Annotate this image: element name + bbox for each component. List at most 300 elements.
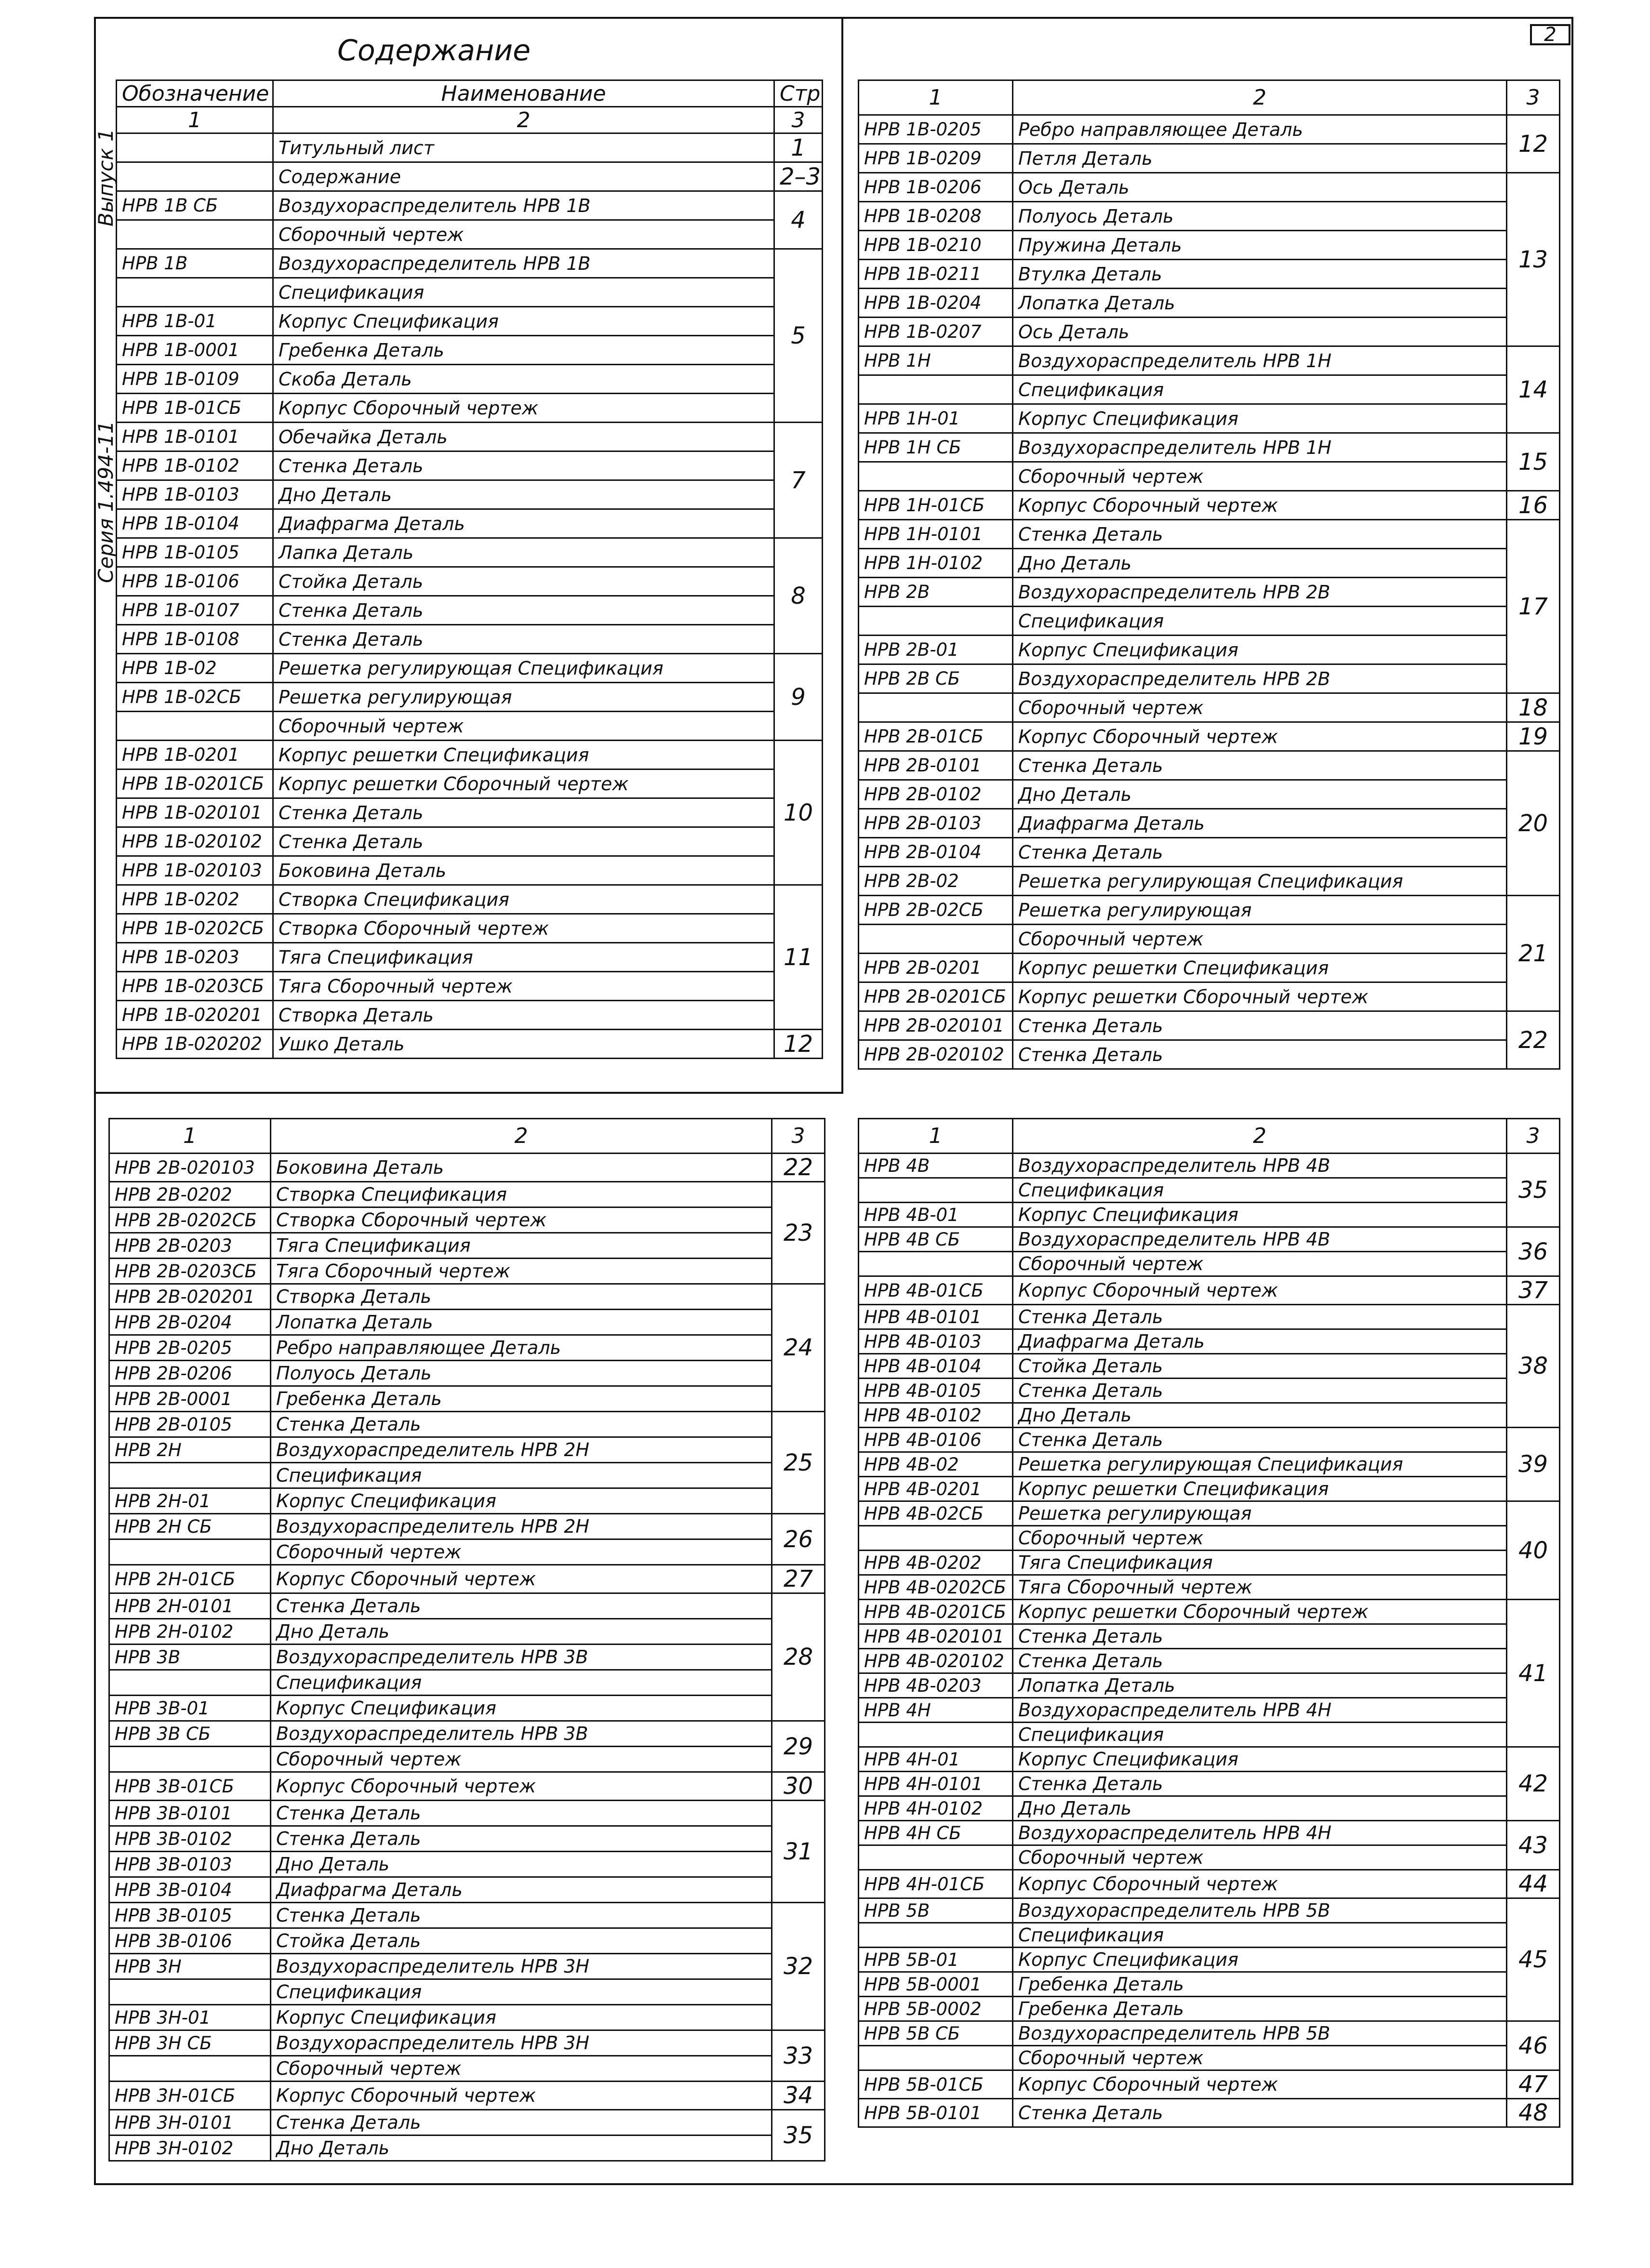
- page-cell: 46: [1507, 2021, 1560, 2070]
- designation-cell: НРВ 2В-0202: [109, 1182, 271, 1207]
- designation-cell: НРВ 4В-0105: [859, 1379, 1013, 1403]
- table-row: [109, 1928, 825, 1954]
- table-row: [109, 1593, 825, 1619]
- designation-cell: НРВ 1Н-01: [859, 404, 1013, 433]
- page-cell: 21: [1507, 896, 1560, 1011]
- table-row: [859, 1575, 1560, 1600]
- name-cell: Боковина Деталь: [273, 856, 774, 885]
- designation-cell: НРВ 2В-0202СБ: [109, 1207, 271, 1233]
- table-row: [859, 1227, 1560, 1252]
- name-cell: Лопатка Деталь: [1013, 1673, 1507, 1698]
- name-cell: Стенка Деталь: [273, 596, 774, 625]
- name-cell: Воздухораспределитель НРВ 1Н: [1013, 346, 1507, 375]
- page-cell: 39: [1507, 1428, 1560, 1501]
- designation-cell: НРВ 2В-01СБ: [859, 722, 1013, 751]
- table-row: [859, 1203, 1560, 1227]
- name-cell: Сборочный чертеж: [271, 1539, 772, 1565]
- page-cell: 22: [1507, 1011, 1560, 1069]
- designation-cell: НРВ 5В-01СБ: [859, 2070, 1013, 2099]
- name-cell: Лопатка Деталь: [271, 1310, 772, 1335]
- contents-table-top-right: [858, 80, 1560, 1070]
- name-cell: Сборочный чертеж: [273, 220, 774, 249]
- table-row: [109, 1284, 825, 1310]
- table-row: [117, 625, 823, 654]
- table-row: [109, 1386, 825, 1412]
- designation-cell: НРВ 2В-0206: [109, 1361, 271, 1386]
- name-cell: Створка Сборочный чертеж: [273, 914, 774, 943]
- designation-cell: НРВ 1В-0210: [859, 231, 1013, 260]
- designation-cell: НРВ 2В-0104: [859, 838, 1013, 867]
- designation-cell: НРВ 1В-0202: [117, 885, 273, 914]
- table-row: [109, 1463, 825, 1488]
- name-cell: Корпус Спецификация: [1013, 1948, 1507, 1972]
- table-row: [109, 1696, 825, 1721]
- name-cell: Сборочный чертеж: [1013, 1252, 1507, 1276]
- designation-cell: НРВ 3В-0105: [109, 1903, 271, 1928]
- table-row: [109, 1437, 825, 1463]
- name-cell: Решетка регулирующая Спецификация: [273, 654, 774, 683]
- table-row: [859, 954, 1560, 982]
- designation-cell: [859, 1178, 1013, 1203]
- table-row: [859, 1923, 1560, 1948]
- page-cell: 42: [1507, 1747, 1560, 1821]
- designation-cell: НРВ 2В СБ: [859, 664, 1013, 693]
- table-row: [859, 2070, 1560, 2099]
- designation-cell: НРВ 2В-0201: [859, 954, 1013, 982]
- name-cell: Корпус Спецификация: [271, 2005, 772, 2030]
- table-row: [117, 278, 823, 307]
- table-row: [859, 1796, 1560, 1821]
- designation-cell: [109, 2056, 271, 2082]
- name-cell: Ушко Деталь: [273, 1030, 774, 1059]
- name-cell: Сборочный чертеж: [1013, 462, 1507, 491]
- designation-cell: НРВ 3Н: [109, 1954, 271, 1979]
- table-row: [109, 1514, 825, 1539]
- table-row: [859, 231, 1560, 260]
- designation-cell: НРВ 2В-0204: [109, 1310, 271, 1335]
- table-row: [859, 346, 1560, 375]
- name-cell: Стенка Деталь: [1013, 838, 1507, 867]
- table-row: [117, 856, 823, 885]
- page-cell: 24: [772, 1284, 825, 1412]
- designation-cell: НРВ 4В-02СБ: [859, 1501, 1013, 1526]
- table-row: [859, 1698, 1560, 1723]
- name-cell: Воздухораспределитель НРВ 5В: [1013, 2021, 1507, 2046]
- table-row: [117, 133, 823, 162]
- name-cell: Сборочный чертеж: [1013, 1845, 1507, 1870]
- name-cell: Корпус Спецификация: [271, 1696, 772, 1721]
- page-cell: 43: [1507, 1821, 1560, 1870]
- table-row: [117, 191, 823, 220]
- name-cell: Корпус Спецификация: [1013, 1747, 1507, 1772]
- table-row: [859, 1452, 1560, 1477]
- designation-cell: НРВ 4Н-01СБ: [859, 1870, 1013, 1898]
- page-cell: 35: [1507, 1154, 1560, 1227]
- designation-cell: НРВ 2В-0001: [109, 1386, 271, 1412]
- page-cell: 35: [772, 2110, 825, 2161]
- table-row: [859, 780, 1560, 809]
- name-cell: Гребенка Деталь: [273, 336, 774, 365]
- name-cell: Сборочный чертеж: [273, 712, 774, 741]
- table-row: [859, 1305, 1560, 1329]
- designation-cell: НРВ 2В-020101: [859, 1011, 1013, 1040]
- page-cell: 4: [774, 191, 823, 249]
- designation-cell: НРВ 1В-0211: [859, 260, 1013, 289]
- table-row: [859, 1526, 1560, 1551]
- table-row: [859, 809, 1560, 838]
- name-cell: Дно Деталь: [1013, 780, 1507, 809]
- designation-cell: НРВ 2Н СБ: [109, 1514, 271, 1539]
- table-row: [117, 972, 823, 1001]
- table-row: [859, 173, 1560, 202]
- table-row: [859, 636, 1560, 664]
- designation-cell: НРВ 4Н-01: [859, 1747, 1013, 1772]
- table-row: [859, 722, 1560, 751]
- designation-cell: НРВ 1В-0203: [117, 943, 273, 972]
- name-cell: Корпус Сборочный чертеж: [1013, 2070, 1507, 2099]
- page-cell: 10: [774, 741, 823, 885]
- designation-cell: НРВ 4В-0101: [859, 1305, 1013, 1329]
- table-row: [859, 2099, 1560, 2127]
- table-row: [859, 1040, 1560, 1069]
- designation-cell: НРВ 1В-01: [117, 307, 273, 336]
- table-row: [117, 307, 823, 336]
- name-cell: Диафрагма Деталь: [1013, 1329, 1507, 1354]
- table-row: [109, 1645, 825, 1670]
- name-cell: Пружина Деталь: [1013, 231, 1507, 260]
- designation-cell: [109, 1539, 271, 1565]
- designation-cell: НРВ 1В-0103: [117, 480, 273, 509]
- designation-cell: НРВ 3В-0106: [109, 1928, 271, 1954]
- designation-cell: НРВ 4В-01СБ: [859, 1276, 1013, 1305]
- table-row: [859, 664, 1560, 693]
- table-row: [109, 2110, 825, 2135]
- table-row: [109, 1412, 825, 1437]
- name-cell: Ось Деталь: [1013, 318, 1507, 346]
- designation-cell: НРВ 3В-0104: [109, 1877, 271, 1903]
- page-cell: 14: [1507, 346, 1560, 433]
- page-cell: 45: [1507, 1898, 1560, 2021]
- table-row: [109, 1852, 825, 1877]
- table-row: [859, 1972, 1560, 1997]
- designation-cell: НРВ 1В-0105: [117, 538, 273, 567]
- name-cell: Сборочный чертеж: [1013, 925, 1507, 954]
- table-row: [117, 741, 823, 769]
- name-cell: Воздухораспределитель НРВ 2Н: [271, 1437, 772, 1463]
- table-row: [117, 1030, 823, 1059]
- table-row: [109, 1619, 825, 1645]
- page-cell: 2–3: [774, 162, 823, 191]
- table-row: [117, 798, 823, 827]
- designation-cell: НРВ 1В-0109: [117, 365, 273, 394]
- table-row: [859, 375, 1560, 404]
- table-row: [859, 982, 1560, 1011]
- page-cell: 28: [772, 1593, 825, 1721]
- designation-cell: НРВ 4В-0202СБ: [859, 1575, 1013, 1600]
- designation-cell: НРВ 3Н-0101: [109, 2110, 271, 2135]
- table-row: [859, 1428, 1560, 1452]
- name-cell: Корпус Сборочный чертеж: [1013, 491, 1507, 520]
- table-row: [859, 607, 1560, 636]
- name-cell: Створка Сборочный чертеж: [271, 1207, 772, 1233]
- page-cell: 33: [772, 2030, 825, 2082]
- designation-cell: [117, 162, 273, 191]
- designation-cell: НРВ 1В СБ: [117, 191, 273, 220]
- header-col-number: 2: [1013, 1119, 1507, 1154]
- table-row: [109, 2030, 825, 2056]
- designation-cell: НРВ 2В-02СБ: [859, 896, 1013, 925]
- page-cell: 16: [1507, 491, 1560, 520]
- page-cell: 32: [772, 1903, 825, 2030]
- name-cell: Петля Деталь: [1013, 144, 1507, 173]
- designation-cell: НРВ 4В-0104: [859, 1354, 1013, 1379]
- name-cell: Стенка Деталь: [271, 1593, 772, 1619]
- name-cell: Воздухораспределитель НРВ 4Н: [1013, 1821, 1507, 1845]
- designation-cell: [117, 220, 273, 249]
- header-col-number: 3: [1507, 1119, 1560, 1154]
- designation-cell: НРВ 1В-0102: [117, 451, 273, 480]
- header-col-number: 3: [772, 1119, 825, 1154]
- name-cell: Тяга Спецификация: [273, 943, 774, 972]
- page-cell: 20: [1507, 751, 1560, 896]
- table-row: [859, 1747, 1560, 1772]
- page-cell: 19: [1507, 722, 1560, 751]
- table-row: [859, 1276, 1560, 1305]
- name-cell: Корпус Сборочный чертеж: [271, 2082, 772, 2110]
- table-row: [109, 1826, 825, 1852]
- name-cell: Гребенка Деталь: [1013, 1972, 1507, 1997]
- page-cell: 8: [774, 538, 823, 654]
- name-cell: Корпус Сборочный чертеж: [1013, 1870, 1507, 1898]
- name-cell: Боковина Деталь: [271, 1154, 772, 1182]
- page-cell: 40: [1507, 1501, 1560, 1600]
- designation-cell: НРВ 2В-0101: [859, 751, 1013, 780]
- table-row: [859, 867, 1560, 896]
- name-cell: Стенка Деталь: [1013, 520, 1507, 549]
- page-cell: 26: [772, 1514, 825, 1565]
- table-row: [109, 1488, 825, 1514]
- name-cell: Воздухораспределитель НРВ 5В: [1013, 1898, 1507, 1923]
- table-row: [859, 1673, 1560, 1698]
- name-cell: Ребро направляющее Деталь: [1013, 115, 1507, 144]
- designation-cell: НРВ 4В-0102: [859, 1403, 1013, 1428]
- name-cell: Корпус Сборочный чертеж: [273, 394, 774, 423]
- header-col-number: 3: [774, 107, 823, 133]
- designation-cell: НРВ 1Н-0101: [859, 520, 1013, 549]
- table-row: [109, 2082, 825, 2110]
- header-name: Наименование: [273, 80, 774, 107]
- designation-cell: НРВ 3В-01СБ: [109, 1772, 271, 1801]
- designation-cell: НРВ 1В-0106: [117, 567, 273, 596]
- page-cell: 23: [772, 1182, 825, 1284]
- page-cell: 13: [1507, 173, 1560, 346]
- name-cell: Полуось Деталь: [1013, 202, 1507, 231]
- designation-cell: НРВ 2Н: [109, 1437, 271, 1463]
- table-row: [859, 1379, 1560, 1403]
- designation-cell: НРВ 1Н: [859, 346, 1013, 375]
- name-cell: Воздухораспределитель НРВ 4Н: [1013, 1698, 1507, 1723]
- page-cell: 11: [774, 885, 823, 1030]
- designation-cell: НРВ 4В-0203: [859, 1673, 1013, 1698]
- name-cell: Стенка Деталь: [1013, 1379, 1507, 1403]
- designation-cell: НРВ 2Н-01СБ: [109, 1565, 271, 1593]
- table-row: [859, 1898, 1560, 1923]
- designation-cell: НРВ 5В-0001: [859, 1972, 1013, 1997]
- table-row: [109, 1207, 825, 1233]
- table-row: [117, 1001, 823, 1030]
- name-cell: Решетка регулирующая: [1013, 1501, 1507, 1526]
- table-row: [117, 538, 823, 567]
- designation-cell: НРВ 5В-0002: [859, 1997, 1013, 2021]
- name-cell: Стенка Деталь: [273, 625, 774, 654]
- designation-cell: НРВ 1В-0204: [859, 289, 1013, 318]
- page-cell: 25: [772, 1412, 825, 1514]
- name-cell: Тяга Сборочный чертеж: [273, 972, 774, 1001]
- designation-cell: НРВ 1В-020102: [117, 827, 273, 856]
- name-cell: Спецификация: [1013, 1923, 1507, 1948]
- name-cell: Стенка Деталь: [271, 1412, 772, 1437]
- name-cell: Стенка Деталь: [273, 798, 774, 827]
- name-cell: Корпус Спецификация: [1013, 636, 1507, 664]
- designation-cell: НРВ 3В СБ: [109, 1721, 271, 1747]
- designation-cell: НРВ 2В-0203СБ: [109, 1259, 271, 1284]
- table-row: [117, 480, 823, 509]
- table-row: [109, 1979, 825, 2005]
- table-row: [859, 1551, 1560, 1575]
- designation-cell: НРВ 1В-0205: [859, 115, 1013, 144]
- designation-cell: [859, 462, 1013, 491]
- page-cell: 17: [1507, 520, 1560, 693]
- name-cell: Тяга Сборочный чертеж: [1013, 1575, 1507, 1600]
- page-cell: 30: [772, 1772, 825, 1801]
- name-cell: Дно Деталь: [1013, 549, 1507, 578]
- table-row: [859, 1501, 1560, 1526]
- name-cell: Корпус Сборочный чертеж: [271, 1772, 772, 1801]
- table-row: [859, 491, 1560, 520]
- table-row: [109, 1954, 825, 1979]
- page-cell: 18: [1507, 693, 1560, 722]
- table-row: [117, 769, 823, 798]
- page-cell: 36: [1507, 1227, 1560, 1276]
- designation-cell: НРВ 3Н-01: [109, 2005, 271, 2030]
- designation-cell: НРВ 1Н-01СБ: [859, 491, 1013, 520]
- name-cell: Стенка Деталь: [271, 2110, 772, 2135]
- table-row: [859, 144, 1560, 173]
- name-cell: Дно Деталь: [1013, 1403, 1507, 1428]
- name-cell: Стенка Деталь: [1013, 1011, 1507, 1040]
- page-cell: 48: [1507, 2099, 1560, 2127]
- contents-table-bottom-right: [858, 1118, 1560, 2128]
- table-row: [859, 462, 1560, 491]
- designation-cell: НРВ 2В-0201СБ: [859, 982, 1013, 1011]
- name-cell: Спецификация: [271, 1463, 772, 1488]
- table-row: [109, 1565, 825, 1593]
- name-cell: Воздухораспределитель НРВ 4В: [1013, 1227, 1507, 1252]
- table-row: [109, 1361, 825, 1386]
- table-row: [859, 1178, 1560, 1203]
- designation-cell: НРВ 2В-020201: [109, 1284, 271, 1310]
- contents-table-top-left: [116, 80, 823, 1059]
- name-cell: Сборочный чертеж: [1013, 1526, 1507, 1551]
- table-row: [117, 683, 823, 712]
- designation-cell: НРВ 4В-020102: [859, 1649, 1013, 1673]
- table-row: [117, 712, 823, 741]
- name-cell: Сборочный чертеж: [1013, 693, 1507, 722]
- header-col-number: 3: [1507, 80, 1560, 115]
- name-cell: Спецификация: [273, 278, 774, 307]
- table-row: [109, 1539, 825, 1565]
- designation-cell: НРВ 1В-01СБ: [117, 394, 273, 423]
- designation-cell: НРВ 3Н-01СБ: [109, 2082, 271, 2110]
- table-row: [859, 1011, 1560, 1040]
- header-col-number: 1: [859, 1119, 1013, 1154]
- designation-cell: НРВ 1В-0001: [117, 336, 273, 365]
- name-cell: Содержание: [273, 162, 774, 191]
- designation-cell: НРВ 2В-02: [859, 867, 1013, 896]
- designation-cell: НРВ 2Н-01: [109, 1488, 271, 1514]
- side-label-series: Серия 1.494-11: [94, 421, 118, 583]
- name-cell: Корпус решетки Сборочный чертеж: [1013, 982, 1507, 1011]
- table-row: [109, 1670, 825, 1696]
- header-col-number: 2: [1013, 80, 1507, 115]
- table-row: [109, 1747, 825, 1772]
- name-cell: Стойка Деталь: [271, 1928, 772, 1954]
- name-cell: Воздухораспределитель НРВ 3Н: [271, 1954, 772, 1979]
- designation-cell: НРВ 2В-0105: [109, 1412, 271, 1437]
- designation-cell: НРВ 5В: [859, 1898, 1013, 1923]
- table-row: [109, 1903, 825, 1928]
- table-row: [859, 838, 1560, 867]
- designation-cell: НРВ 2Н-0101: [109, 1593, 271, 1619]
- name-cell: Стенка Деталь: [1013, 751, 1507, 780]
- table-row: [859, 925, 1560, 954]
- designation-cell: НРВ 4В-0201СБ: [859, 1600, 1013, 1624]
- name-cell: Воздухораспределитель НРВ 4В: [1013, 1154, 1507, 1178]
- name-cell: Диафрагма Деталь: [271, 1877, 772, 1903]
- table-row: [859, 1772, 1560, 1796]
- page-cell: 41: [1507, 1600, 1560, 1747]
- name-cell: Обечайка Деталь: [273, 423, 774, 451]
- designation-cell: [859, 2046, 1013, 2070]
- designation-cell: НРВ 1В-020201: [117, 1001, 273, 1030]
- designation-cell: [859, 1845, 1013, 1870]
- name-cell: Спецификация: [1013, 1178, 1507, 1203]
- name-cell: Диафрагма Деталь: [273, 509, 774, 538]
- table-row: [117, 249, 823, 278]
- table-row: [117, 509, 823, 538]
- side-label-issue: Выпуск 1: [94, 129, 118, 226]
- name-cell: Дно Деталь: [1013, 1796, 1507, 1821]
- page-cell: 12: [1507, 115, 1560, 173]
- designation-cell: НРВ 3В-0103: [109, 1852, 271, 1877]
- designation-cell: [859, 925, 1013, 954]
- designation-cell: [109, 1747, 271, 1772]
- designation-cell: НРВ 2В-0102: [859, 780, 1013, 809]
- name-cell: Створка Деталь: [271, 1284, 772, 1310]
- designation-cell: НРВ 1В-0201: [117, 741, 273, 769]
- name-cell: Решетка регулирующая Спецификация: [1013, 867, 1507, 896]
- name-cell: Дно Деталь: [273, 480, 774, 509]
- designation-cell: [859, 693, 1013, 722]
- table-row: [859, 520, 1560, 549]
- page-cell: 27: [772, 1565, 825, 1593]
- page-cell: 9: [774, 654, 823, 741]
- page-cell: 12: [774, 1030, 823, 1059]
- header-col-number: 1: [109, 1119, 271, 1154]
- table-row: [859, 1997, 1560, 2021]
- table-row: [117, 567, 823, 596]
- designation-cell: [859, 375, 1013, 404]
